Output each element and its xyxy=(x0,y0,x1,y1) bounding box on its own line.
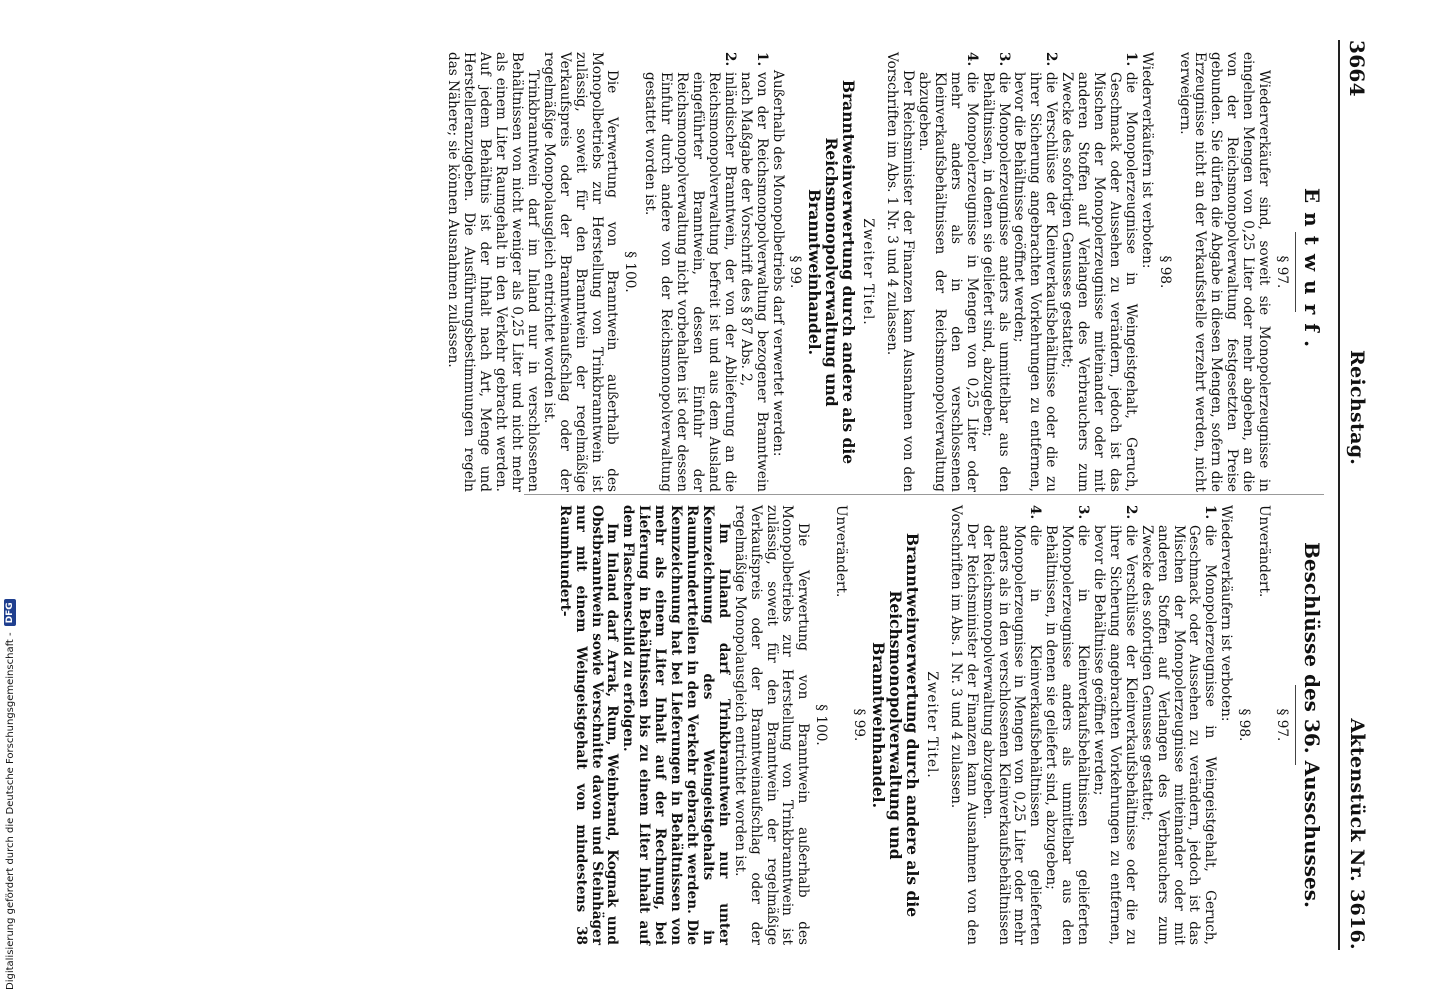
list-item: 1. die Monopolerzeugnisse in Weingeistgehalt, Geruch, Geschmack oder Aussehen zu verändern, jedoch ist das Mischen der Monopolerzeugnisse miteinander oder mit anderen Stoffen auf Verlangen des Verbrauchers zum Zwecke des sofortigen Genusses gestattet; xyxy=(1138,505,1219,945)
list-item: 2. die Verschlüsse der Kleinverkaufsbehältnisse oder die zu ihrer Sicherung angebrachten Vorkehrungen zu entfernen, bevor die Behältnisse geöffnet werden; xyxy=(1091,505,1139,945)
section-98-list xyxy=(979,505,1218,945)
section-97-title: § 97. xyxy=(1274,708,1290,742)
list-item: 4. die in Kleinverkaufsbehältnissen gelieferten Monopolerzeugnisse in Mengen von 0,25 Liter oder mehr anders als in den verschlossenen Kleinverkaufsbehältnissen der Reichsmonopolverwaltung abzugeben. xyxy=(979,505,1044,945)
section-98-closing: Der Reichsminister der Finanzen kann Ausnahmen von den Vorschriften im Abs. 1 Nr. 3 und 4 zulassen. xyxy=(884,52,917,492)
digitization-credit: Digitalisierung gefördert durch die Deutsche Forschungsgemeinschaft - xyxy=(4,632,16,990)
resolutions-heading: Beschlüsse des 36. Ausschusses. xyxy=(1300,542,1324,908)
section-98-title: § 98. xyxy=(1236,708,1253,742)
list-item: 2. die Verschlüsse der Kleinverkaufsbehältnisse oder die zu ihrer Sicherung angebrachten Vorkehrungen zu entfernen, bevor die Behältnisse geöffnet werden; xyxy=(1011,52,1060,492)
title-heading: Branntweinverwertung durch andere als die Reichsmonopolverwaltung und Branntweinhandel. xyxy=(869,532,923,918)
column-divider xyxy=(524,494,1324,495)
section-100-para-1: Die Verwertung von Branntwein außerhalb des Monopolbetriebs zur Herstellung von Trinkbranntwein ist zulässig, soweit für den Branntwein der regelmäßige Verkaufspreis oder der Branntweinaufschlag oder der regelmäßige Monopolausgleich entrichtet worden ist. xyxy=(540,52,621,492)
section-100-para-2: Im Inland darf Trinkbranntwein nur unter Kennzeichnung des Weingeistgehalts in Raumhundertteilen in den Verkehr gebracht werden. Die Kennzeichnung hat bei Lieferungen in Behältnissen von mehr als einem Liter Inhalt auf der Rechnung, bei Lieferung in Behältnissen bis zu einem Liter Inhalt auf dem Flaschenschild zu erfolgen. xyxy=(620,505,732,945)
section-99-unchanged: Unverändert. xyxy=(833,505,850,598)
list-item: 3. die Monopolerzeugnisse anders als unmittelbar aus den Behältnissen, in denen sie geliefert sind, abzugeben; xyxy=(979,52,1012,492)
section-97-text: Wiederverkäufer sind, soweit sie Monopolerzeugnisse in eingelnen Mengen von 0,25 Liter oder mehr abgeben, an die von der Reichsmonopolverwaltung festgesetzten Preise gebunden. Sie dürfen die Abgabe in diesen Mengen, sofern die Erzeugnisse nicht an der Verkaufsstelle verzehrt werden, nicht verweigern. xyxy=(1176,52,1273,492)
list-item: 1. von der Reichsmonopolverwaltung bezogener Branntwein nach Maßgabe der Vorschrift des § 87 Abs. 2, xyxy=(737,52,770,492)
section-100-title: § 100. xyxy=(813,704,830,746)
heading-rule xyxy=(1295,685,1296,765)
file-number: Aktenstück Nr. 3616. xyxy=(1346,718,1368,950)
section-99-list xyxy=(641,52,768,492)
section-98-title: § 98. xyxy=(1156,255,1173,289)
title-label: Zweiter Titel. xyxy=(860,218,877,326)
section-98-closing: Der Reichsminister der Finanzen kann Ausnahmen von den Vorschriften im Abs. 1 Nr. 3 und 4 zulassen. xyxy=(947,505,980,945)
list-item: 2. inländischer Branntwein, der von der Ablieferung an die Reichsmonopolverwaltung befreit ist und aus dem Ausland eingeführter Branntwein, dessen Einfuhr der Reichsmonopolverwaltung nicht vorbehalten ist oder dessen Einfuhr durch andere von der Reichsmonopolverwaltung gestattet worden ist. xyxy=(642,52,738,492)
section-97-unchanged: Unverändert. xyxy=(1256,505,1273,598)
section-98-intro: Wiederverkäufern ist verboten: xyxy=(1138,52,1155,269)
section-97-title: § 97. xyxy=(1274,255,1290,289)
page-number: 3664 xyxy=(1345,40,1369,97)
section-100-para-2: Trinkbranntwein darf im Inland nur in verschlossenen Behältnissen von nicht weniger als 0,25 Liter und nicht mehr als einem Liter Raumgehalt in den Verkehr gebracht werden. Auf jedem Behältnis ist der Inhalt nach Art, Menge und Herstelleranzugeben. Die Ausführungsbestimmungen regeln das Nähere; sie können Ausnahmen zulassen. xyxy=(445,52,541,492)
draft-heading: Entwurf. xyxy=(1300,187,1324,357)
list-item: 1. die Monopolerzeugnisse in Weingeistgehalt, Geruch, Geschmack oder Aussehen zu verändern, jedoch ist das Mischen der Monopolerzeugnisse miteinander oder mit anderen Stoffen auf Verlangen des Verbrauchers zum Zwecke des sofortigen Genusses gestattet; xyxy=(1059,52,1139,492)
section-98-intro: Wiederverkäufern ist verboten: xyxy=(1218,505,1235,722)
page-header xyxy=(1342,40,1372,950)
journal-name: Reichstag. xyxy=(1346,350,1368,466)
section-100-title: § 100. xyxy=(622,251,639,293)
list-item: 4. die Monopolerzeugnisse in Mengen von 0,25 Liter oder mehr anders als in den verschlossenen Kleinverkaufsbehältnissen der Reichsmonopolverwaltung abzugeben. xyxy=(916,52,980,492)
draft-column xyxy=(445,52,1325,492)
section-98-list xyxy=(915,52,1138,492)
section-99-intro: Außerhalb des Monopolbetriebs darf verwertet werden: xyxy=(769,70,786,457)
heading-rule xyxy=(1295,232,1296,312)
section-100-para-3: Im Inland darf Arrak, Rum, Weinbrand, Kognak und Obstbranntwein sowie Verschnitte davon und Steinhäger nur mit einem Weingeistgehalt von mindestens 38 Raumhundert- xyxy=(556,505,621,945)
title-heading: Branntweinverwertung durch andere als die Reichsmonopolverwaltung und Branntweinhandel. xyxy=(805,79,859,465)
section-99-title: § 99. xyxy=(787,255,804,289)
resolutions-column xyxy=(556,505,1324,945)
title-label: Zweiter Titel. xyxy=(923,671,940,779)
header-rule xyxy=(1338,40,1340,950)
list-item: 3. die in Kleinverkaufsbehältnissen gelieferten Monopolerzeugnisse anders als unmittelbar aus den Behältnissen, in denen sie geliefert sind, abzugeben; xyxy=(1043,505,1092,945)
section-100-para-1: Die Verwertung von Branntwein außerhalb des Monopolbetriebs zur Herstellung von Trinkbranntwein ist zulässig, soweit für den Branntwein der regelmäßige Verkaufspreis oder der Branntweinaufschlag oder der regelmäßige Monopolausgleich entrichtet worden ist. xyxy=(731,505,812,945)
section-99-title: § 99. xyxy=(851,708,868,742)
dfg-logo: DFG xyxy=(4,599,16,626)
